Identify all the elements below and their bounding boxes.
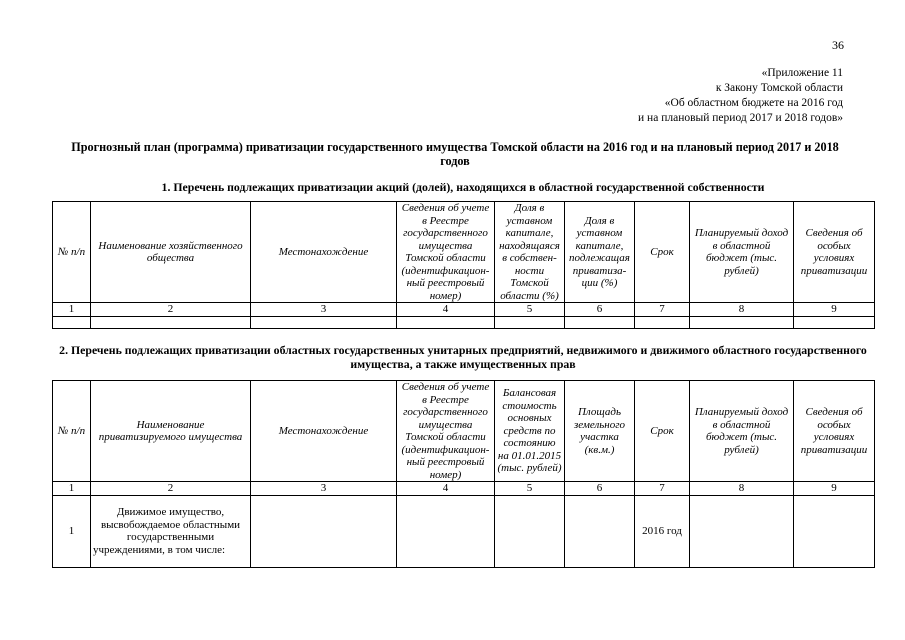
appendix-header [638, 66, 843, 126]
empty-cell [53, 316, 91, 328]
column-number: 1 [53, 303, 91, 317]
item-name: Движимое имущество, высвобождаемое областными государственными учреждениями, в том числе: [91, 495, 251, 567]
column-number: 2 [91, 482, 251, 496]
header-cell: Площадь земельного участка (кв.м.) [565, 381, 635, 482]
header-cell: Сведения об особых условиях приватизации [794, 381, 875, 482]
item-term: 2016 год [635, 495, 690, 567]
column-number: 3 [251, 303, 397, 317]
table-row [53, 316, 875, 328]
column-number: 6 [565, 303, 635, 317]
column-number: 9 [794, 303, 875, 317]
appendix-line: «Об областном бюджете на 2016 год [664, 97, 843, 109]
header-cell: Планируемый доход в областной бюджет (тыс. рублей) [690, 381, 794, 482]
column-number: 4 [397, 303, 495, 317]
header-cell: Срок [635, 202, 690, 303]
column-number: 5 [495, 303, 565, 317]
empty-cell [251, 316, 397, 328]
header-cell: Наименование приватизируемого имущества [91, 381, 251, 482]
empty-cell [635, 316, 690, 328]
row-number: 1 [53, 495, 91, 567]
header-cell: Сведения об особых условиях приватизации [794, 202, 875, 303]
empty-cell [794, 316, 875, 328]
empty-cell [495, 316, 565, 328]
header-cell: Сведения об учете в Реестре государственного имущества Томской области (идентификацион-ный реестровый номер) [397, 381, 495, 482]
header-cell: Срок [635, 381, 690, 482]
header-cell: Балансовая стоимость основных средств по состоянию на 01.01.2015 (тыс. рублей) [495, 381, 565, 482]
column-number: 9 [794, 482, 875, 496]
header-cell: Местонахождение [251, 202, 397, 303]
header-cell: Местонахождение [251, 381, 397, 482]
section1-title: 1. Перечень подлежащих приватизации акций (долей), находящихся в областной государственной собственности [161, 180, 765, 194]
appendix-line: и на плановый период 2017 и 2018 годов» [638, 112, 843, 124]
empty-cell [91, 316, 251, 328]
column-number: 7 [635, 303, 690, 317]
section2-title: 2. Перечень подлежащих приватизации областных государственных унитарных предприятий, недвижимого и движимого областного государственного имущества, а также имущественных прав [59, 343, 867, 371]
item-conditions [794, 495, 875, 567]
header-cell: № п/п [53, 381, 91, 482]
column-number: 5 [495, 482, 565, 496]
page-number: 36 [832, 38, 844, 52]
item-income [690, 495, 794, 567]
column-number: 3 [251, 482, 397, 496]
column-number: 4 [397, 482, 495, 496]
empty-cell [565, 316, 635, 328]
document-title: Прогнозный план (программа) приватизации государственного имущества Томской области на 2016 год и на плановый период 2017 и 2018 годов [71, 140, 839, 168]
column-number: 7 [635, 482, 690, 496]
table-row [53, 495, 875, 567]
item-area [565, 495, 635, 567]
column-number: 8 [690, 303, 794, 317]
header-cell: Доля в уставном капитале, находящаяся в собствен-ности Томской области (%) [495, 202, 565, 303]
empty-cell [690, 316, 794, 328]
item-registry [397, 495, 495, 567]
column-number: 8 [690, 482, 794, 496]
header-cell: Сведения об учете в Реестре государственного имущества Томской области (идентификацион-ный реестровый номер) [397, 202, 495, 303]
section1-table [52, 201, 875, 329]
item-location [251, 495, 397, 567]
item-balance [495, 495, 565, 567]
appendix-line: к Закону Томской области [715, 82, 843, 94]
column-number: 2 [91, 303, 251, 317]
column-number: 1 [53, 482, 91, 496]
header-cell: Планируемый доход в областной бюджет (тыс. рублей) [690, 202, 794, 303]
header-cell: Наименование хозяйственного общества [91, 202, 251, 303]
empty-cell [397, 316, 495, 328]
header-cell: № п/п [53, 202, 91, 303]
header-cell: Доля в уставном капитале, подлежащая приватиза-ции (%) [565, 202, 635, 303]
column-number: 6 [565, 482, 635, 496]
appendix-line: «Приложение 11 [761, 67, 843, 79]
section2-table [52, 380, 875, 568]
